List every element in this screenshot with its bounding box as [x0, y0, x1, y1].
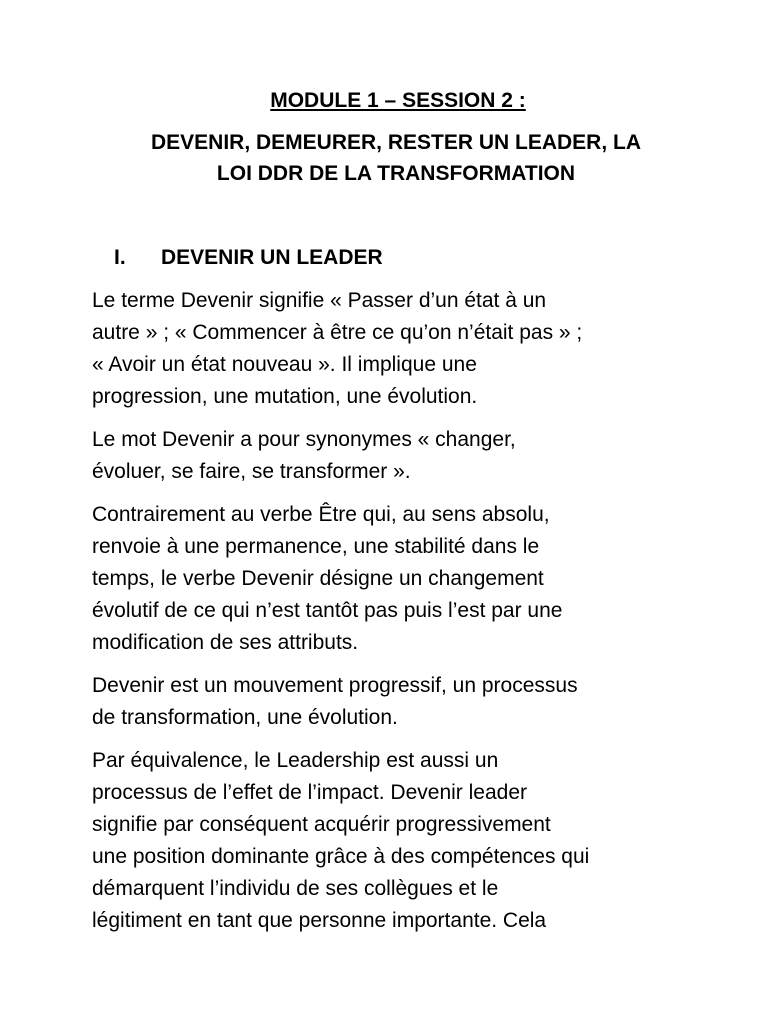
text-line: autre » ; « Commencer à être ce qu’on n’était pas » ;	[92, 321, 583, 344]
section-heading	[114, 243, 383, 273]
title-line-1: DEVENIR, DEMEURER, RESTER UN LEADER, LA	[150, 131, 642, 154]
paragraph-4	[92, 670, 732, 734]
text-line: de transformation, une évolution.	[92, 706, 398, 729]
text-line: Contrairement au verbe Être qui, au sens absolu,	[92, 503, 550, 526]
text-line: Le terme Devenir signifie « Passer d’un état à un	[92, 289, 547, 312]
module-heading: MODULE 1 – SESSION 2 :	[270, 89, 526, 112]
text-line: Devenir est un mouvement progressif, un processus	[92, 674, 578, 697]
text-line: processus de l’effet de l’impact. Devenir leader	[92, 781, 528, 804]
document-title	[86, 127, 706, 189]
body-text	[92, 285, 732, 948]
text-line: légitiment en tant que personne importante. Cela	[92, 909, 547, 932]
paragraph-2	[92, 424, 732, 488]
paragraph-5	[92, 745, 732, 937]
paragraph-3	[92, 499, 732, 659]
text-line: évoluer, se faire, se transformer ».	[92, 460, 411, 483]
section-title: DEVENIR UN LEADER	[161, 246, 383, 269]
text-line: modification de ses attributs.	[92, 631, 359, 654]
text-line: une position dominante grâce à des compétences qui	[92, 845, 590, 868]
text-line: progression, une mutation, une évolution.	[92, 385, 478, 408]
text-line: Le mot Devenir a pour synonymes « changer,	[92, 428, 516, 451]
paragraph-1	[92, 285, 732, 413]
text-line: Par équivalence, le Leadership est aussi un	[92, 749, 499, 772]
title-line-2: LOI DDR DE LA TRANSFORMATION	[216, 162, 576, 185]
text-line: renvoie à une permanence, une stabilité dans le	[92, 535, 540, 558]
text-line: évolutif de ce qui n’est tantôt pas puis l’est par une	[92, 599, 563, 622]
text-line: démarquent l’individu de ses collègues et le	[92, 877, 499, 900]
section-number: I.	[114, 246, 126, 269]
text-line: temps, le verbe Devenir désigne un changement	[92, 567, 544, 590]
text-line: « Avoir un état nouveau ». Il implique une	[92, 353, 477, 376]
text-line: signifie par conséquent acquérir progressivement	[92, 813, 551, 836]
